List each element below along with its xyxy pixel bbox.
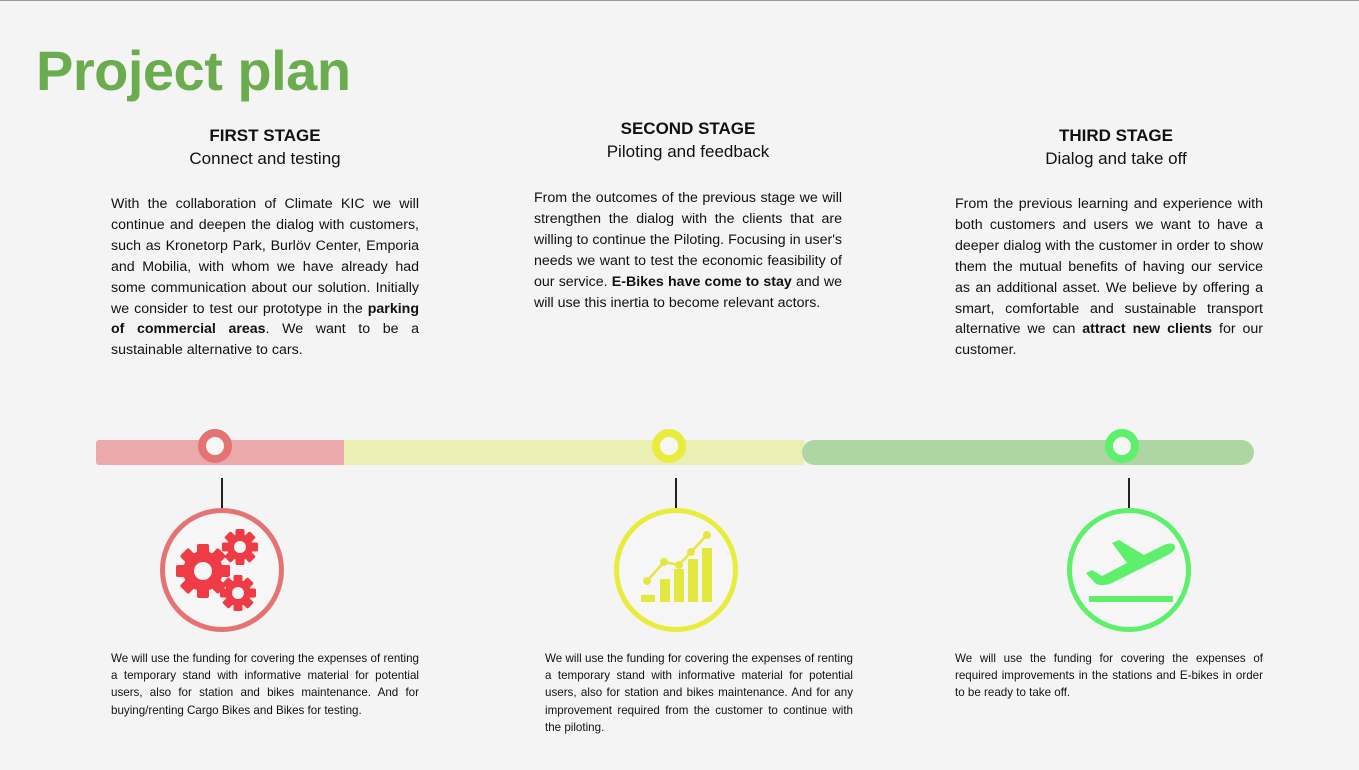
stage-3-heading: THIRD STAGE	[1059, 126, 1173, 145]
growth-chart-icon	[619, 513, 733, 627]
stage-1-description	[111, 194, 419, 361]
stage-2-heading: SECOND STAGE	[620, 119, 756, 138]
stage-1-subheading: Connect and testing	[189, 149, 341, 168]
stage-2-icon-circle	[614, 508, 738, 632]
stage-3-marker	[1105, 429, 1139, 463]
timeline-bar-stage-2	[344, 440, 804, 465]
description-text: From the outcomes of the previous stage we will strengthen the dialog with the clients that are willing to continue the Piloting. Focusing in user's needs we want to test the economic feasibility of our service.	[534, 190, 842, 290]
stage-2-header	[528, 118, 848, 164]
stage-3-funding-text: We will use the funding for covering the expenses of required improvements in the stations and E-bikes in order to be ready to take off.	[955, 652, 1263, 700]
emphasis-text: attract new clients	[1082, 321, 1213, 338]
timeline-bar-stage-3	[802, 440, 1254, 465]
gears-icon	[165, 513, 279, 627]
description-text: and we will use this inertia to become relevant actors.	[534, 273, 842, 311]
emphasis-text: E-Bikes have come to stay	[611, 273, 792, 290]
stage-3-connector	[1128, 478, 1130, 508]
stage-1-icon-circle	[160, 508, 284, 632]
stage-2-connector	[675, 478, 677, 508]
stage-1-heading: FIRST STAGE	[209, 126, 321, 145]
stage-2-marker	[652, 429, 686, 463]
stage-3-header	[956, 125, 1276, 171]
stage-1-connector	[221, 478, 223, 508]
stage-3-subheading: Dialog and take off	[1045, 149, 1187, 168]
top-divider	[0, 0, 1359, 1]
stage-1-funding-text: We will use the funding for covering the expenses of renting a temporary stand with informative material for potential users, also for station and bikes maintenance. And for buying/renting Cargo Bikes and Bikes for testing.	[111, 652, 419, 717]
stage-3-icon-circle	[1067, 508, 1191, 632]
page-title: Project plan	[36, 39, 351, 102]
stage-2-funding-text: We will use the funding for covering the expenses of renting a temporary stand with informative material for potential users, also for station and bikes maintenance. And for any improvement required from the customer to continue with the piloting.	[545, 652, 853, 734]
description-text: With the collaboration of Climate KIC we will continue and deepen the dialog with customers, such as Kronetorp Park, Burlöv Center, Emporia and Mobilia, with whom we have already had some communication about our solution. Initially we consider to test our prototype in the	[111, 196, 419, 317]
stage-3-description	[955, 194, 1263, 361]
stage-1-header	[105, 125, 425, 171]
description-text: for our customer.	[955, 321, 1263, 359]
description-text: . We want to be a sustainable alternative to cars.	[111, 321, 419, 359]
stage-1-marker	[198, 429, 232, 463]
airplane-takeoff-icon	[1072, 513, 1186, 627]
description-text: From the previous learning and experience with both customers and users we want to have a deeper dialog with the customer in order to show them the mutual benefits of having our service as an additional asset. We believe by offering a smart, comfortable and sustainable transport alternative we can	[955, 196, 1263, 338]
emphasis-text: parking of commercial areas	[111, 300, 419, 338]
stage-2-subheading: Piloting and feedback	[606, 142, 770, 161]
stage-2-description	[534, 188, 842, 313]
